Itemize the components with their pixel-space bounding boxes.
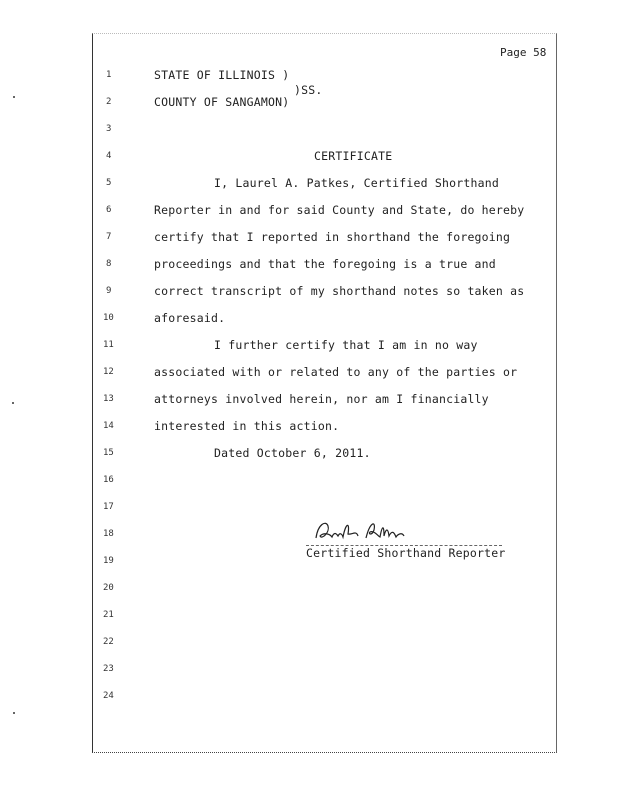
- line-number: 11: [103, 340, 114, 350]
- page-number: Page 58: [500, 46, 547, 59]
- line-number: 24: [103, 691, 114, 701]
- line-number: 5: [106, 178, 112, 188]
- body-line-8: proceedings and that the foregoing is a true and: [154, 257, 496, 271]
- line-number: 23: [103, 664, 114, 674]
- body-line-5: I, Laurel A. Patkes, Certified Shorthand: [214, 176, 499, 190]
- line-number: 20: [103, 583, 114, 593]
- signature-caption: Certified Shorthand Reporter: [306, 546, 506, 560]
- scan-speck: [12, 402, 14, 404]
- caption-ss: )SS.: [294, 83, 323, 97]
- line-number: 17: [103, 502, 114, 512]
- line-number: 13: [103, 394, 114, 404]
- body-line-6: Reporter in and for said County and State, do hereby: [154, 203, 525, 217]
- body-line-14: interested in this action.: [154, 419, 340, 433]
- line-number: 6: [106, 205, 112, 215]
- body-line-9: correct transcript of my shorthand notes so taken as: [154, 284, 525, 298]
- caption-county: COUNTY OF SANGAMON): [154, 95, 290, 109]
- line-number: 21: [103, 610, 114, 620]
- caption-state: STATE OF ILLINOIS ): [154, 68, 290, 82]
- certificate-title: CERTIFICATE: [314, 149, 393, 163]
- body-line-7: certify that I reported in shorthand the foregoing: [154, 230, 511, 244]
- body-line-13: attorneys involved herein, nor am I financially: [154, 392, 489, 406]
- line-number: 18: [103, 529, 114, 539]
- signature-image: [312, 518, 412, 544]
- line-number: 10: [103, 313, 114, 323]
- scan-speck: [13, 96, 15, 98]
- line-number: 1: [106, 70, 112, 80]
- line-number: 9: [106, 286, 112, 296]
- line-number: 12: [103, 367, 114, 377]
- line-number: 22: [103, 637, 114, 647]
- line-number: 15: [103, 448, 114, 458]
- body-line-11: I further certify that I am in no way: [214, 338, 478, 352]
- line-number: 2: [106, 97, 112, 107]
- line-number: 8: [106, 259, 112, 269]
- body-line-15: Dated October 6, 2011.: [214, 446, 371, 460]
- body-line-10: aforesaid.: [154, 311, 226, 325]
- body-line-12: associated with or related to any of the parties or: [154, 365, 518, 379]
- line-number: 3: [106, 124, 112, 134]
- line-number: 16: [103, 475, 114, 485]
- line-number: 14: [103, 421, 114, 431]
- line-number: 4: [106, 151, 112, 161]
- line-number: 7: [106, 232, 112, 242]
- scan-speck: [13, 712, 15, 714]
- line-number: 19: [103, 556, 114, 566]
